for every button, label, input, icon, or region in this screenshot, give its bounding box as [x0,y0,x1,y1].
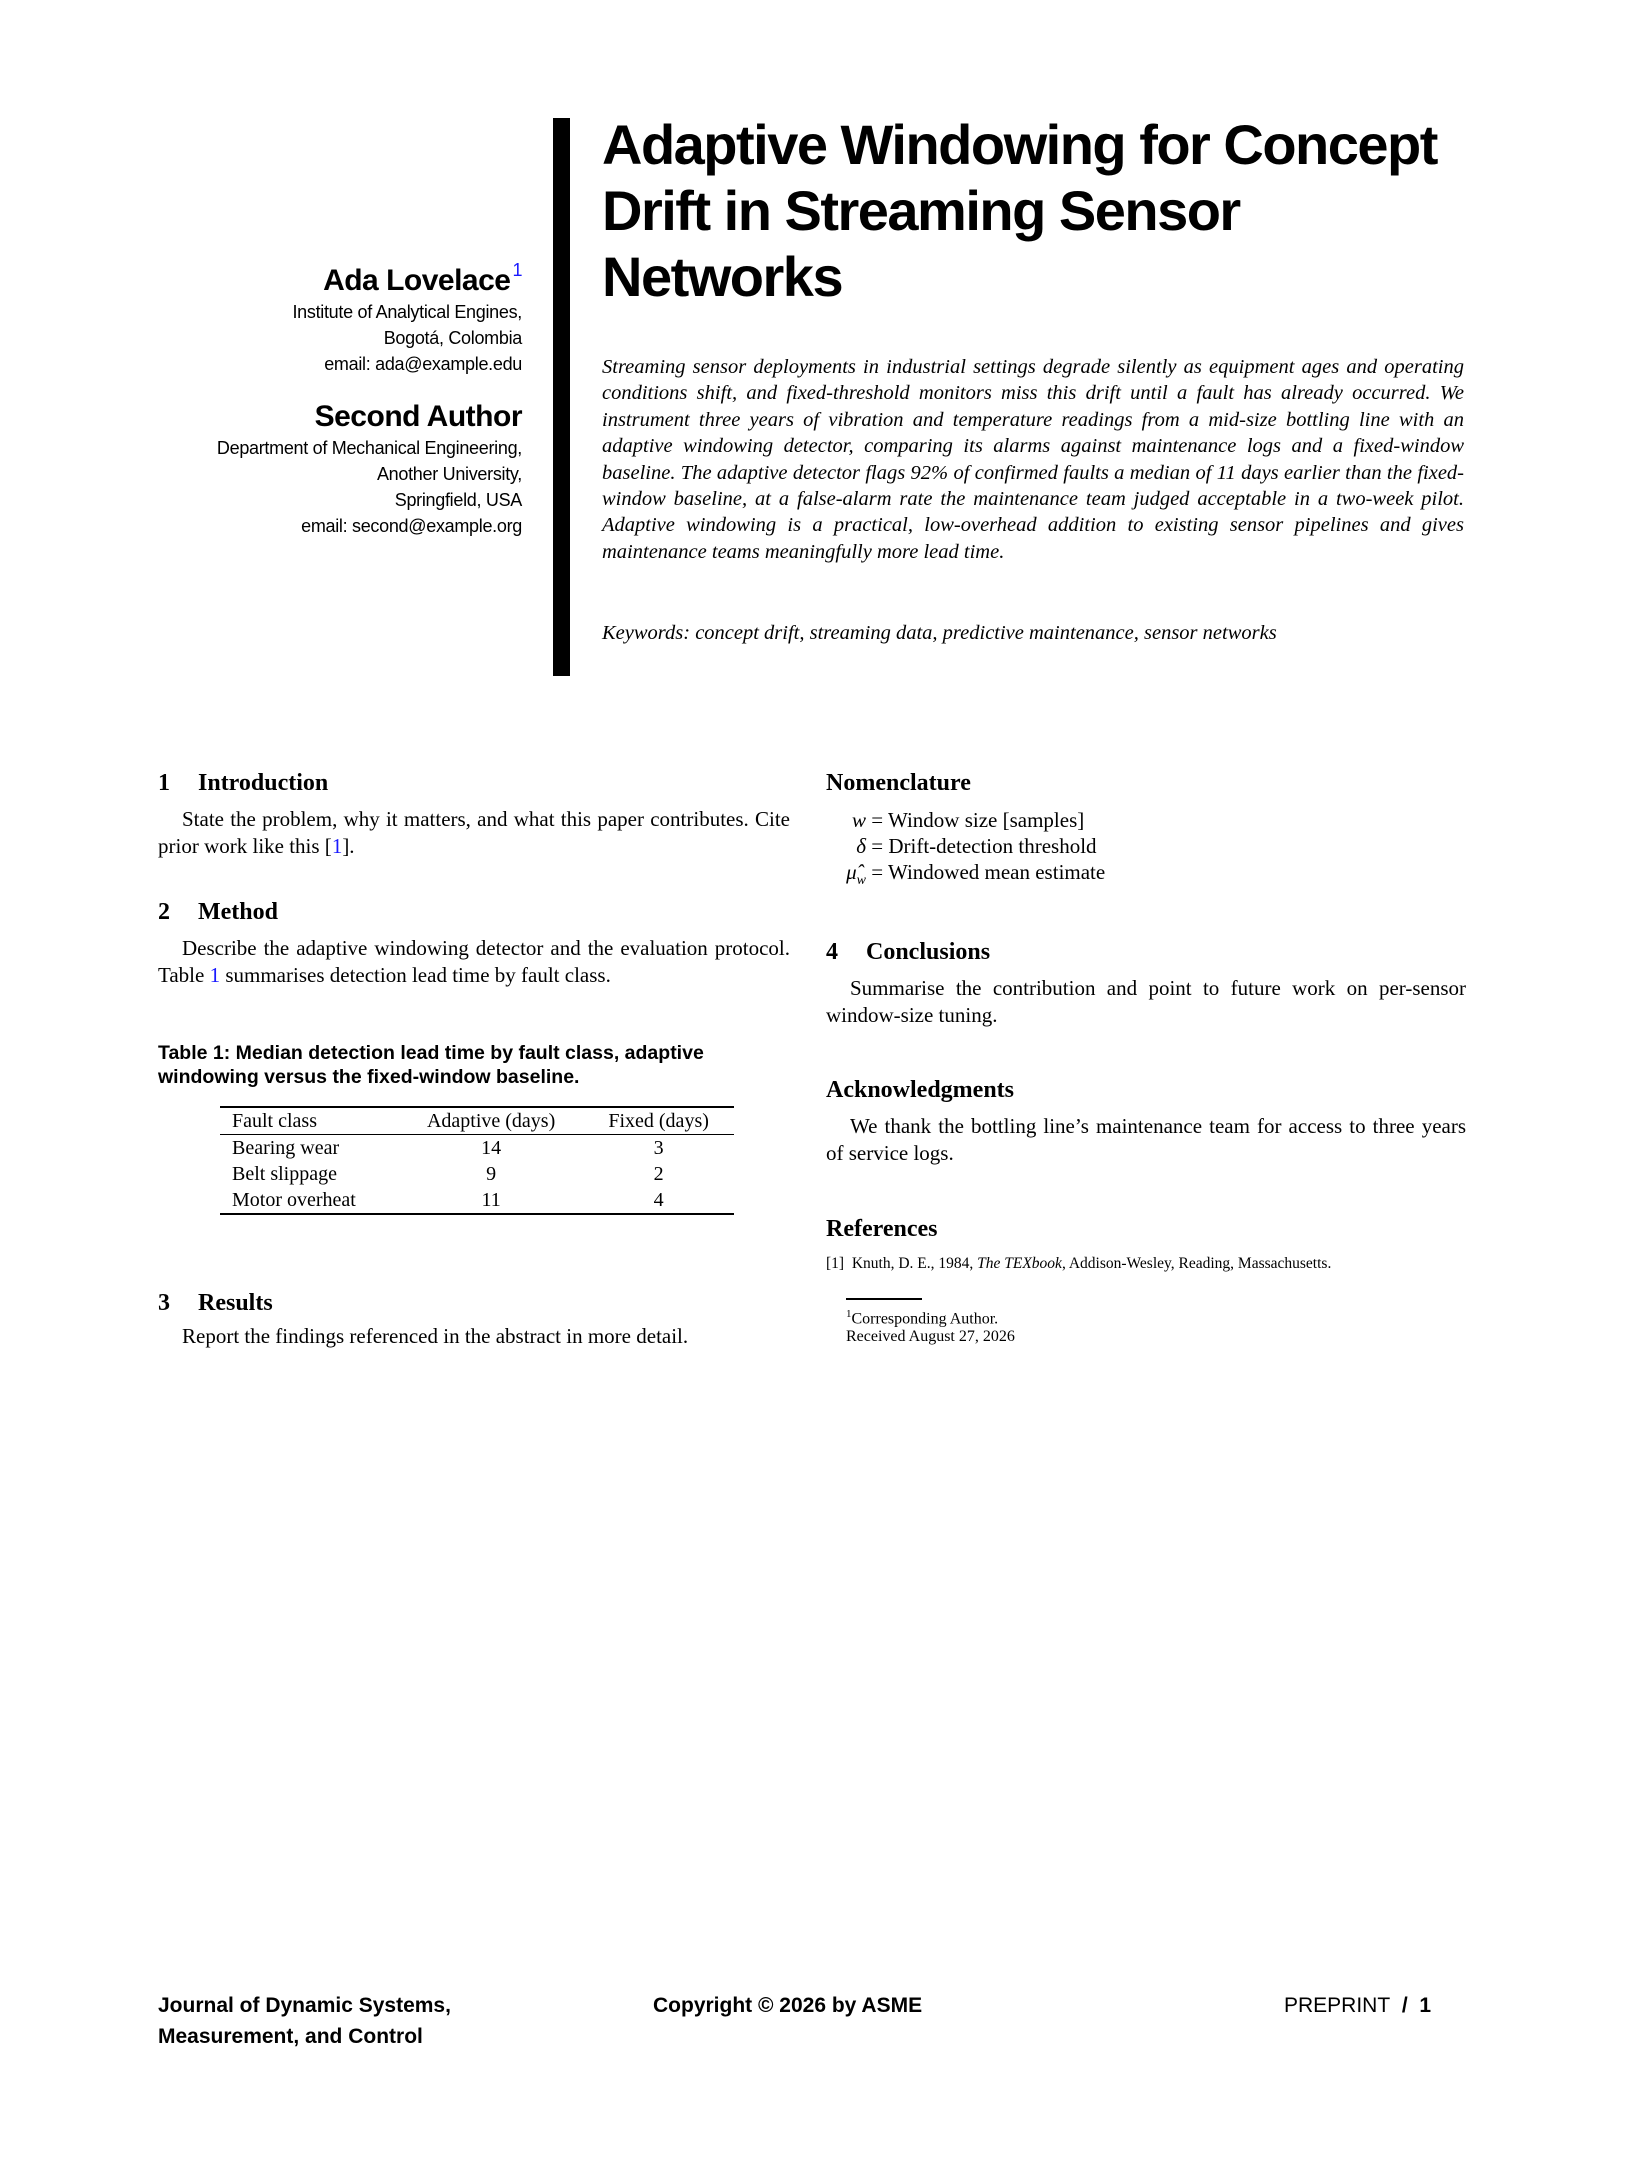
section-heading-references: References [826,1216,938,1242]
nomenclature-item: w = Window size [samples] [851,808,1085,832]
author-affiliation: Department of Mechanical Engineering, [216,438,522,458]
table-row [220,1135,734,1162]
section-heading-method: 2 Method [158,899,278,925]
lead-time-table [220,1106,734,1215]
copyright: Copyright © 2026 by ASME [653,1994,923,2017]
author-footnote-mark[interactable]: 1 [512,260,522,280]
author-email: email: second@example.org [301,516,522,536]
author-affiliation: Another University, [376,464,522,484]
table-header-cell: Adaptive (days) [426,1110,556,1132]
footnote-corresponding: $^1$Corresponding Author. [846,1308,999,1328]
citation-link[interactable]: 1 [331,833,343,858]
table-cell: Bearing wear [232,1137,340,1159]
reference-item: [1] Knuth, D. E., 1984, The TEXbook, Addison-Wesley, Reading, Massachusetts. [826,1255,1332,1272]
table-cell: 2 [653,1163,664,1185]
footnote-rule [846,1298,922,1300]
table-cell: 3 [653,1137,664,1159]
table-header-cell: Fixed (days) [608,1110,709,1132]
results-text: Report the findings referenced in the abstract in more detail. [182,1324,689,1348]
page-label: PREPRINT / 1 [1284,1994,1432,2017]
table-cell: Belt slippage [232,1163,337,1185]
author-affiliation: Institute of Analytical Engines, [292,302,522,322]
table-cell: 9 [486,1163,497,1185]
section-heading-acknowledgments: Acknowledgments [826,1077,1015,1103]
author-block [160,252,522,539]
table-cell: 11 [481,1189,501,1211]
nomenclature-item: δ = Drift-detection threshold [856,834,1097,858]
table-cell: Motor overheat [232,1189,356,1211]
introduction-text: State the problem, why it matters, and what this paper contributes. Cite prior work like this [1]. [158,807,790,858]
table-cell: 14 [481,1137,502,1159]
section-heading-conclusions: 4 Conclusions [826,939,991,965]
table-cell: 4 [653,1189,664,1211]
page-number: 1 [1419,1994,1432,2017]
table-row [220,1161,734,1187]
footnote-received: Received August 27, 2026 [846,1328,1015,1345]
paper-title: Adaptive Windowing for Concept Drift in Streaming Sensor Networks [602,113,1437,308]
preprint-label: PREPRINT [1284,1994,1391,2017]
author-location: Bogotá, Colombia [383,328,522,348]
table-header-row [220,1107,734,1135]
acknowledgments-text: We thank the bottling line’s maintenance team for access to three years of service logs. [826,1114,1466,1165]
keywords: Keywords: concept drift, streaming data, predictive maintenance, sensor networks [602,622,1277,644]
section-heading-results: 3 Results [158,1290,273,1316]
table-reference-link[interactable]: 1 [209,962,221,987]
author-name: Second Author [314,400,522,433]
conclusions-text: Summarise the contribution and point to future work on per-sensor window-size tuning. [826,976,1466,1027]
nomenclature-item: $\mû_w$ = Windowed mean estimate [846,860,1106,889]
table-header-cell: Fault class [232,1110,317,1132]
section-heading-introduction: 1 Introduction [158,770,329,796]
nomenclature-list [808,807,1105,894]
author-location: Springfield, USA [394,490,522,510]
abstract: Streaming sensor deployments in industrial settings degrade silently as equipment ages and operating conditions shift, and fixed-threshold monitors miss this drift until a fault has already occurred. We instrument three years of vibration and temperature readings from a mid-size bottling line with an adaptive windowing detector, comparing its alarms against maintenance logs and a fixed-window baseline. The adaptive detector flags 92% of confirmed faults a median of 11 days earlier than the fixed-window baseline, at a false-alarm rate the maintenance team judged acceptable in a two-week pilot. Adaptive windowing is a practical, low-overhead addition to existing sensor pipelines and gives maintenance teams meaningfully more lead time. [602,356,1464,563]
method-text: Describe the adaptive windowing detector and the evaluation protocol. Table 1 summarises detection lead time by fault class. [158,936,790,987]
author-name: Ada Lovelace $^1$ [323,260,522,297]
table-row [220,1187,734,1214]
journal-name: Journal of Dynamic Systems, Measurement, and Control [158,1994,451,2048]
title-divider-bar [553,118,570,676]
section-heading-nomenclature: Nomenclature [826,770,971,796]
author-email: email: ada@example.edu [324,354,522,374]
table-caption: Table 1: Median detection lead time by fault class, adaptive windowing versus the fixed-window baseline. [158,1042,704,1088]
